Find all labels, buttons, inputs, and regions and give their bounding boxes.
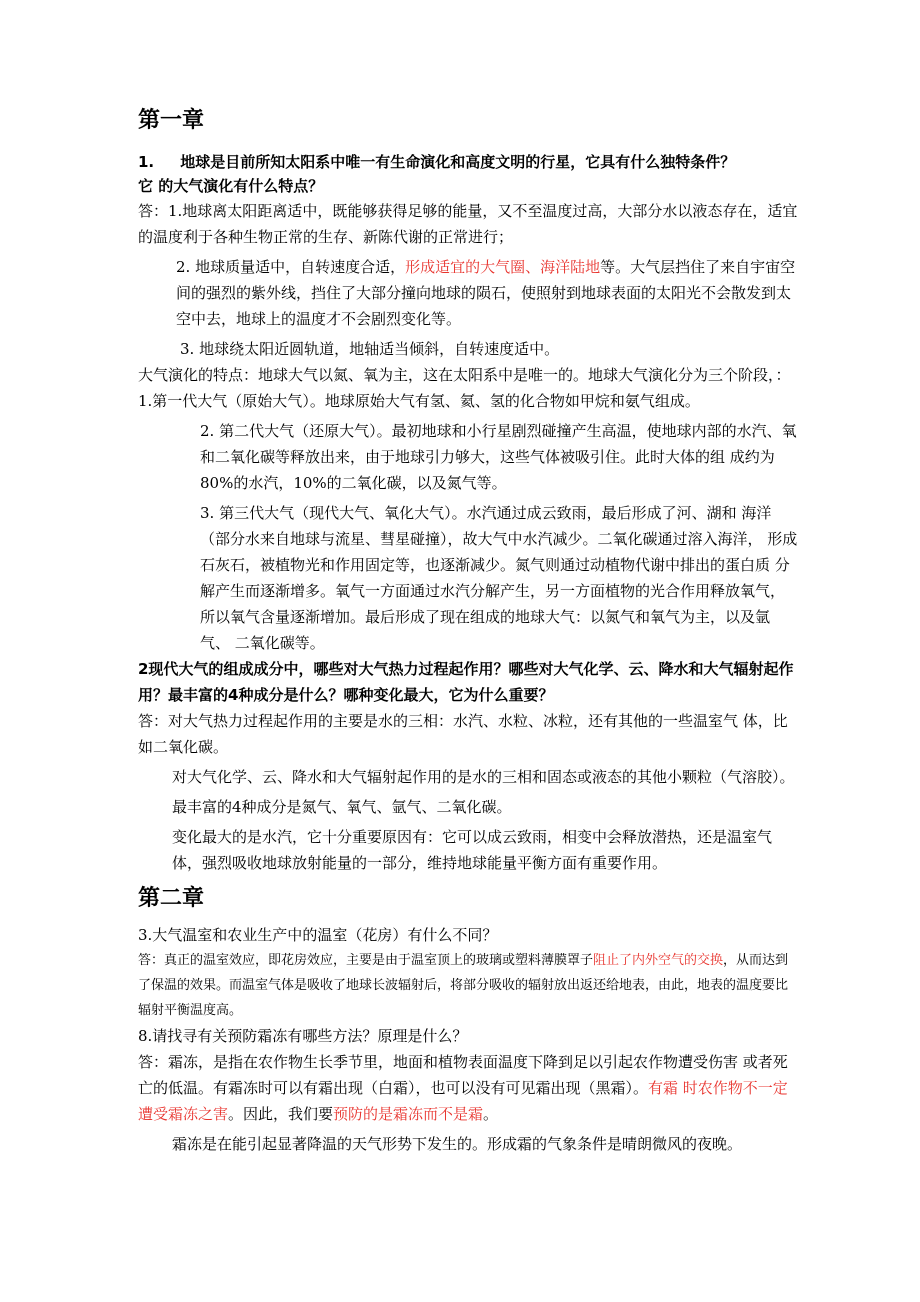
answer-8-highlight-1: 有霜 时农作物不一定遭受霜冻之害 (138, 1079, 788, 1123)
question-1-line2: 它 的大气演化有什么特点？ (138, 177, 324, 195)
chapter-2-heading: 第二章 (138, 886, 205, 911)
answer-1-p2-text-b: 等。大气层挡住了来自宇宙空间的强烈的紫外线，挡住了大部分撞向地球的陨石，使照射到地球表面的太阳光不会散发到太空中去，地球上的温度才不会剧烈变化等。 (176, 258, 796, 328)
chapter-1-heading: 第一章 (138, 108, 205, 133)
document-page (138, 100, 798, 1157)
answer-1-paragraph-1: 答：1.地球离太阳距离适中，既能够获得足够的能量，又不至温度过高，大部分水以液态存在，适宜的温度利于各种生物正常的生存、新陈代谢的正常进行； (138, 202, 798, 246)
question-1-line1: 1. 地球是目前所知太阳系中唯一有生命演化和高度文明的行星，它具有什么独特条件？ (138, 153, 736, 171)
answer-3-text-a: 答：真正的温室效应，即花房效应，主要是由于温室顶上的玻璃或塑料薄膜罩子 (138, 953, 594, 968)
question-8: 8.请找寻有关预防霜冻有哪些方法？原理是什么？ (138, 1027, 468, 1045)
answer-2-paragraph-4: 变化最大的是水汽，它十分重要原因有：它可以成云致雨，相变中会释放潜热，还是温室气体，强烈吸收地球放射能量的一部分，维持地球能量平衡方面有重要作用。 (172, 828, 773, 872)
answer-3 (138, 948, 798, 1023)
answer-1-paragraph-2 (138, 254, 798, 332)
answer-8-highlight-2: 预防的是霜冻而不是霜 (333, 1105, 484, 1123)
answer-2-paragraph-3: 最丰富的4种成分是氮气、氧气、氩气、二氧化碳。 (172, 798, 512, 816)
answer-2-paragraph-2: 对大气化学、云、降水和大气辐射起作用的是水的三相和固态或液态的其他小颗粒（气溶胶）。 (172, 768, 795, 786)
question-3: 3.大气温室和农业生产中的温室（花房）有什么不同？ (138, 926, 498, 944)
answer-8-paragraph-2: 霜冻是在能引起显著降温的天气形势下发生的。形成霜的气象条件是晴朗微风的夜晚。 (172, 1135, 743, 1153)
answer-1-p2-highlight: 形成适宜的大气圈、海洋陆地 (405, 258, 601, 276)
answer-1-paragraph-3: 3. 地球绕太阳近圆轨道，地轴适当倾斜，自转速度适中。 (180, 340, 560, 358)
answer-1-paragraph-6: 3. 第三代大气（现代大气、氧化大气）。水汽通过成云致雨，最后形成了河、湖和 海洋（部分水来自地球与流星、彗星碰撞），故大气中水汽减少。二氧化碳通过溶入海洋， 形成石灰石，被植物光和作用固定等，也逐渐减少。氮气则通过动植物代谢中排出的蛋白质 分解产生而逐渐增多。氧气一方面通过水汽分解产生，另一方面植物的光合作用释放氧气， 所以氧气含量逐渐增加。最后形成了现在组成的地球大气：以氮气和氧气为主，以及氩气、 二氧化碳等。 (200, 504, 798, 652)
answer-8-paragraph-1 (138, 1049, 798, 1127)
answer-8-p1-end: 。 (483, 1105, 499, 1123)
question-2: 2现代大气的组成成分中，哪些对大气热力过程起作用？哪些对大气化学、云、降水和大气辐射起作用？最丰富的4种成分是什么？哪种变化最大，它为什么重要？ (138, 660, 794, 704)
answer-3-highlight: 阻止了内外空气的交换 (593, 953, 724, 968)
answer-1-p2-text-a: 2. 地球质量适中，自转速度合适， (176, 258, 406, 276)
answer-2-paragraph-1: 答：对大气热力过程起作用的主要是水的三相：水汽、水粒、冰粒，还有其他的一些温室气 体，比如二氧化碳。 (138, 712, 788, 756)
answer-3-text-b: ，从而达到了保温的效果。而温室气体是吸收了地球长波辐射后，将部分吸收的辐射放出返还给地表，由此，地表的温度要比辐射平衡温度高。 (138, 953, 789, 1018)
question-1 (138, 150, 798, 198)
answer-8-p1-mid: 。因此，我们要 (228, 1105, 334, 1123)
answer-1-paragraph-5: 2. 第二代大气（还原大气）。最初地球和小行星剧烈碰撞产生高温，使地球内部的水汽、氧和二氧化碳等释放出来，由于地球引力够大，这些气体被吸引住。此时大体的组 成约为80%的水汽，10%的二氧化碳，以及氮气等。 (200, 422, 797, 492)
answer-8-p1-text: 答：霜冻，是指在农作物生长季节里，地面和植物表面温度下降到足以引起农作物遭受伤害 或者死亡的低温。有霜冻时可以有霜出现（白霜），也可以没有可见霜出现（黑霜）。 (138, 1053, 788, 1097)
answer-1-paragraph-4: 大气演化的特点：地球大气以氮、氧为主，这在太阳系中是唯一的。地球大气演化分为三个阶段，：1.第一代大气（原始大气）。地球原始大气有氢、氦、氢的化合物如甲烷和氨气组成。 (138, 366, 791, 410)
